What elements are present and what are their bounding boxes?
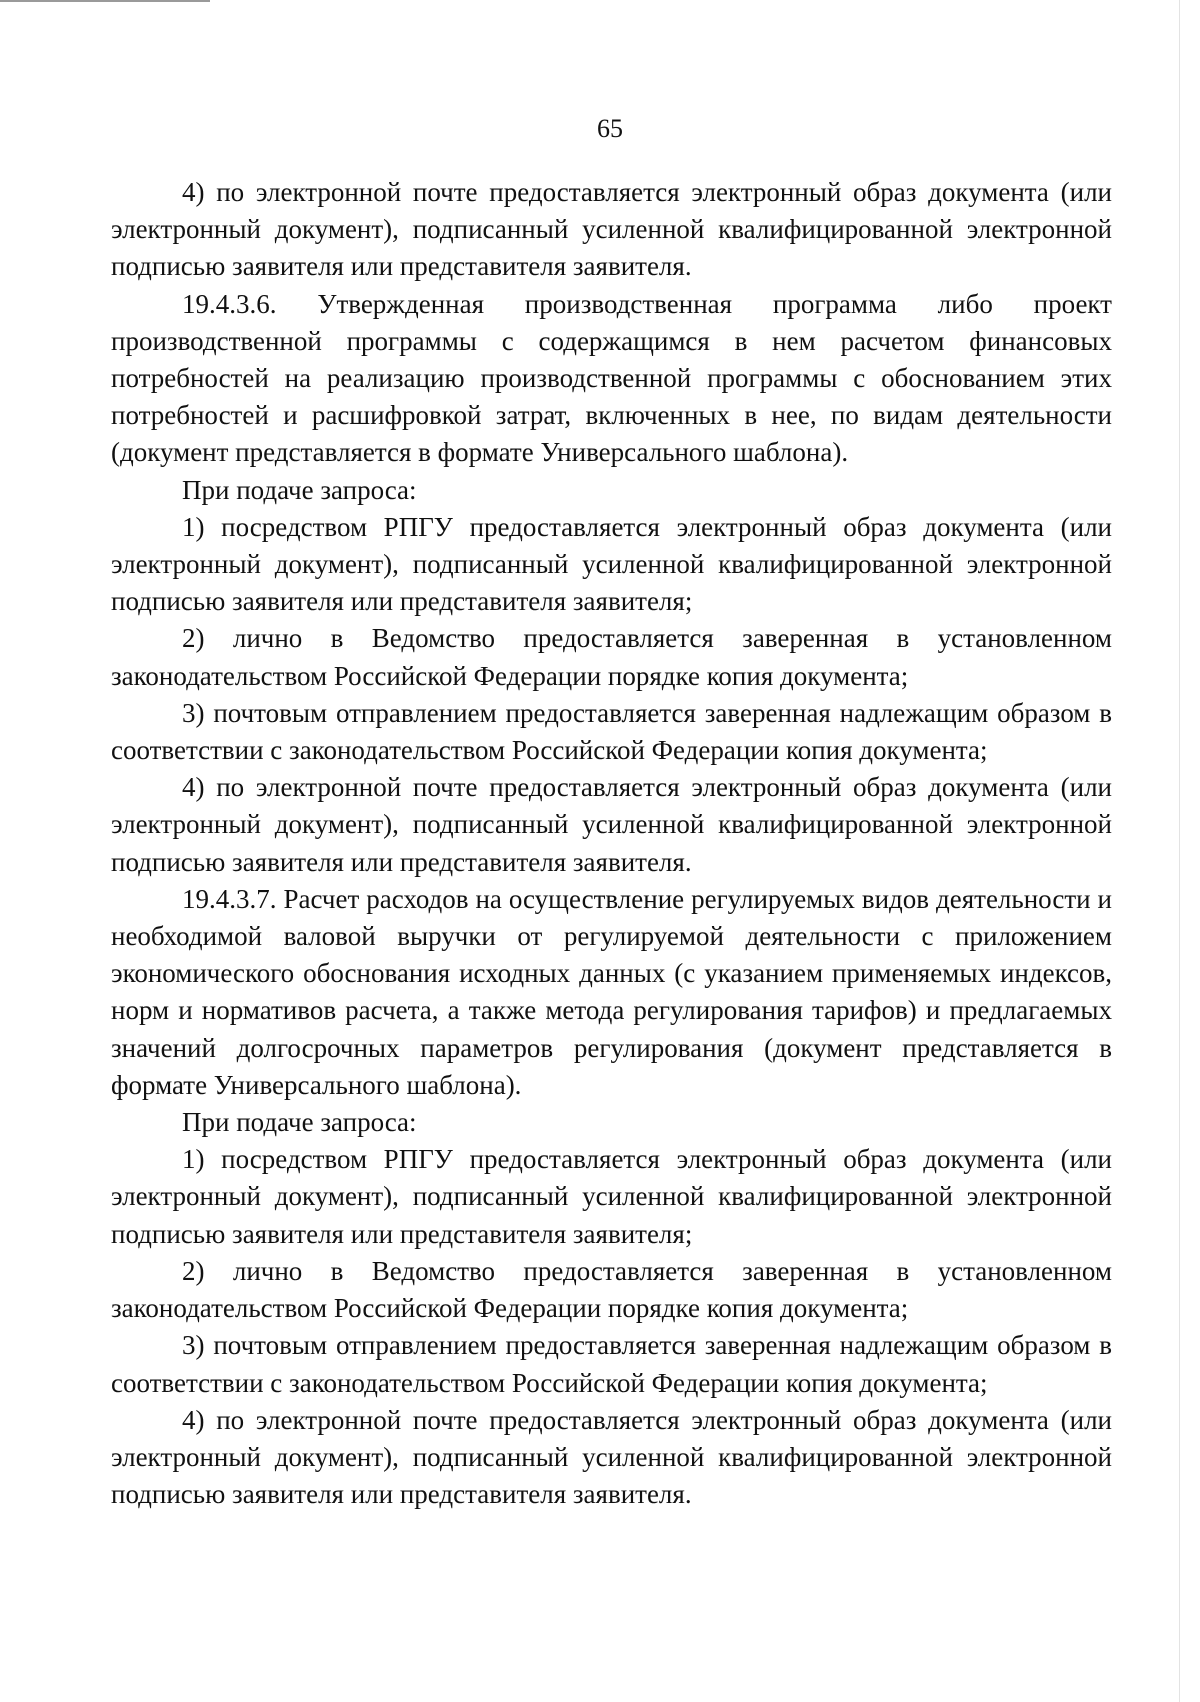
paragraph-item-3-post-2: 3) почтовым отправлением предоставляется заверенная надлежащим образом в соответствии с законодательством Российской Федерации копия документа;: [111, 1330, 1112, 1398]
paragraph-section-19-4-3-6: 19.4.3.6. Утвержденная производственная программа либо проект производственной программы с содержащимся в нем расчетом финансовых потребностей на реализацию производственной программы с обоснованием этих потребностей и расшифровкой затрат, включенных в нее, по видам деятельности (документ представляется в формате Универсального шаблона).: [111, 288, 1112, 468]
paragraph-request-intro-2: При подаче запроса:: [182, 1107, 417, 1138]
paragraph-item-1-rpgu-2: 1) посредством РПГУ предоставляется электронный образ документа (или электронный документ), подписанный усиленной квалифицированной электронной подписью заявителя или представителя заявителя;: [111, 1144, 1112, 1249]
paragraph-request-intro-1: При подаче запроса:: [182, 474, 417, 505]
paragraph-item-2-in-person-1: 2) лично в Ведомство предоставляется заверенная в установленном законодательством Российской Федерации порядке копия документа;: [111, 623, 1112, 691]
paragraph-item-1-rpgu-1: 1) посредством РПГУ предоставляется электронный образ документа (или электронный документ), подписанный усиленной квалифицированной электронной подписью заявителя или представителя заявителя;: [111, 511, 1112, 617]
paragraph-item-4-email-2: 4) по электронной почте предоставляется электронный образ документа (или электронный документ), подписанный усиленной квалифицированной электронной подписью заявителя или представителя заявителя.: [111, 772, 1112, 877]
scan-top-edge-line: [0, 0, 210, 2]
paragraph-section-19-4-3-7: 19.4.3.7. Расчет расходов на осуществление регулируемых видов деятельности и необходимой валовой выручки от регулируемой деятельности с приложением экономического обоснования исходных данных (с указанием применяемых индексов, норм и нормативов расчета, а также метода регулирования тарифов) и предлагаемых значений долгосрочных параметров регулирования (документ представляется в формате Универсального шаблона).: [111, 883, 1112, 1100]
scan-right-edge-line: [1179, 0, 1180, 1702]
paragraph-item-4-email-1: 4) по электронной почте предоставляется электронный образ документа (или электронный документ), подписанный усиленной квалифицированной электронной подписью заявителя или представителя заявителя.: [111, 177, 1112, 282]
page-number: 65: [597, 114, 623, 143]
paragraph-item-3-post-1: 3) почтовым отправлением предоставляется заверенная надлежащим образом в соответствии с законодательством Российской Федерации копия документа;: [111, 697, 1112, 766]
document-body: [111, 174, 1112, 1513]
paragraph-item-2-in-person-2: 2) лично в Ведомство предоставляется заверенная в установленном законодательством Российской Федерации порядке копия документа;: [111, 1255, 1112, 1324]
paragraph-item-4-email-3: 4) по электронной почте предоставляется электронный образ документа (или электронный документ), подписанный усиленной квалифицированной электронной подписью заявителя или представителя заявителя.: [111, 1404, 1112, 1510]
